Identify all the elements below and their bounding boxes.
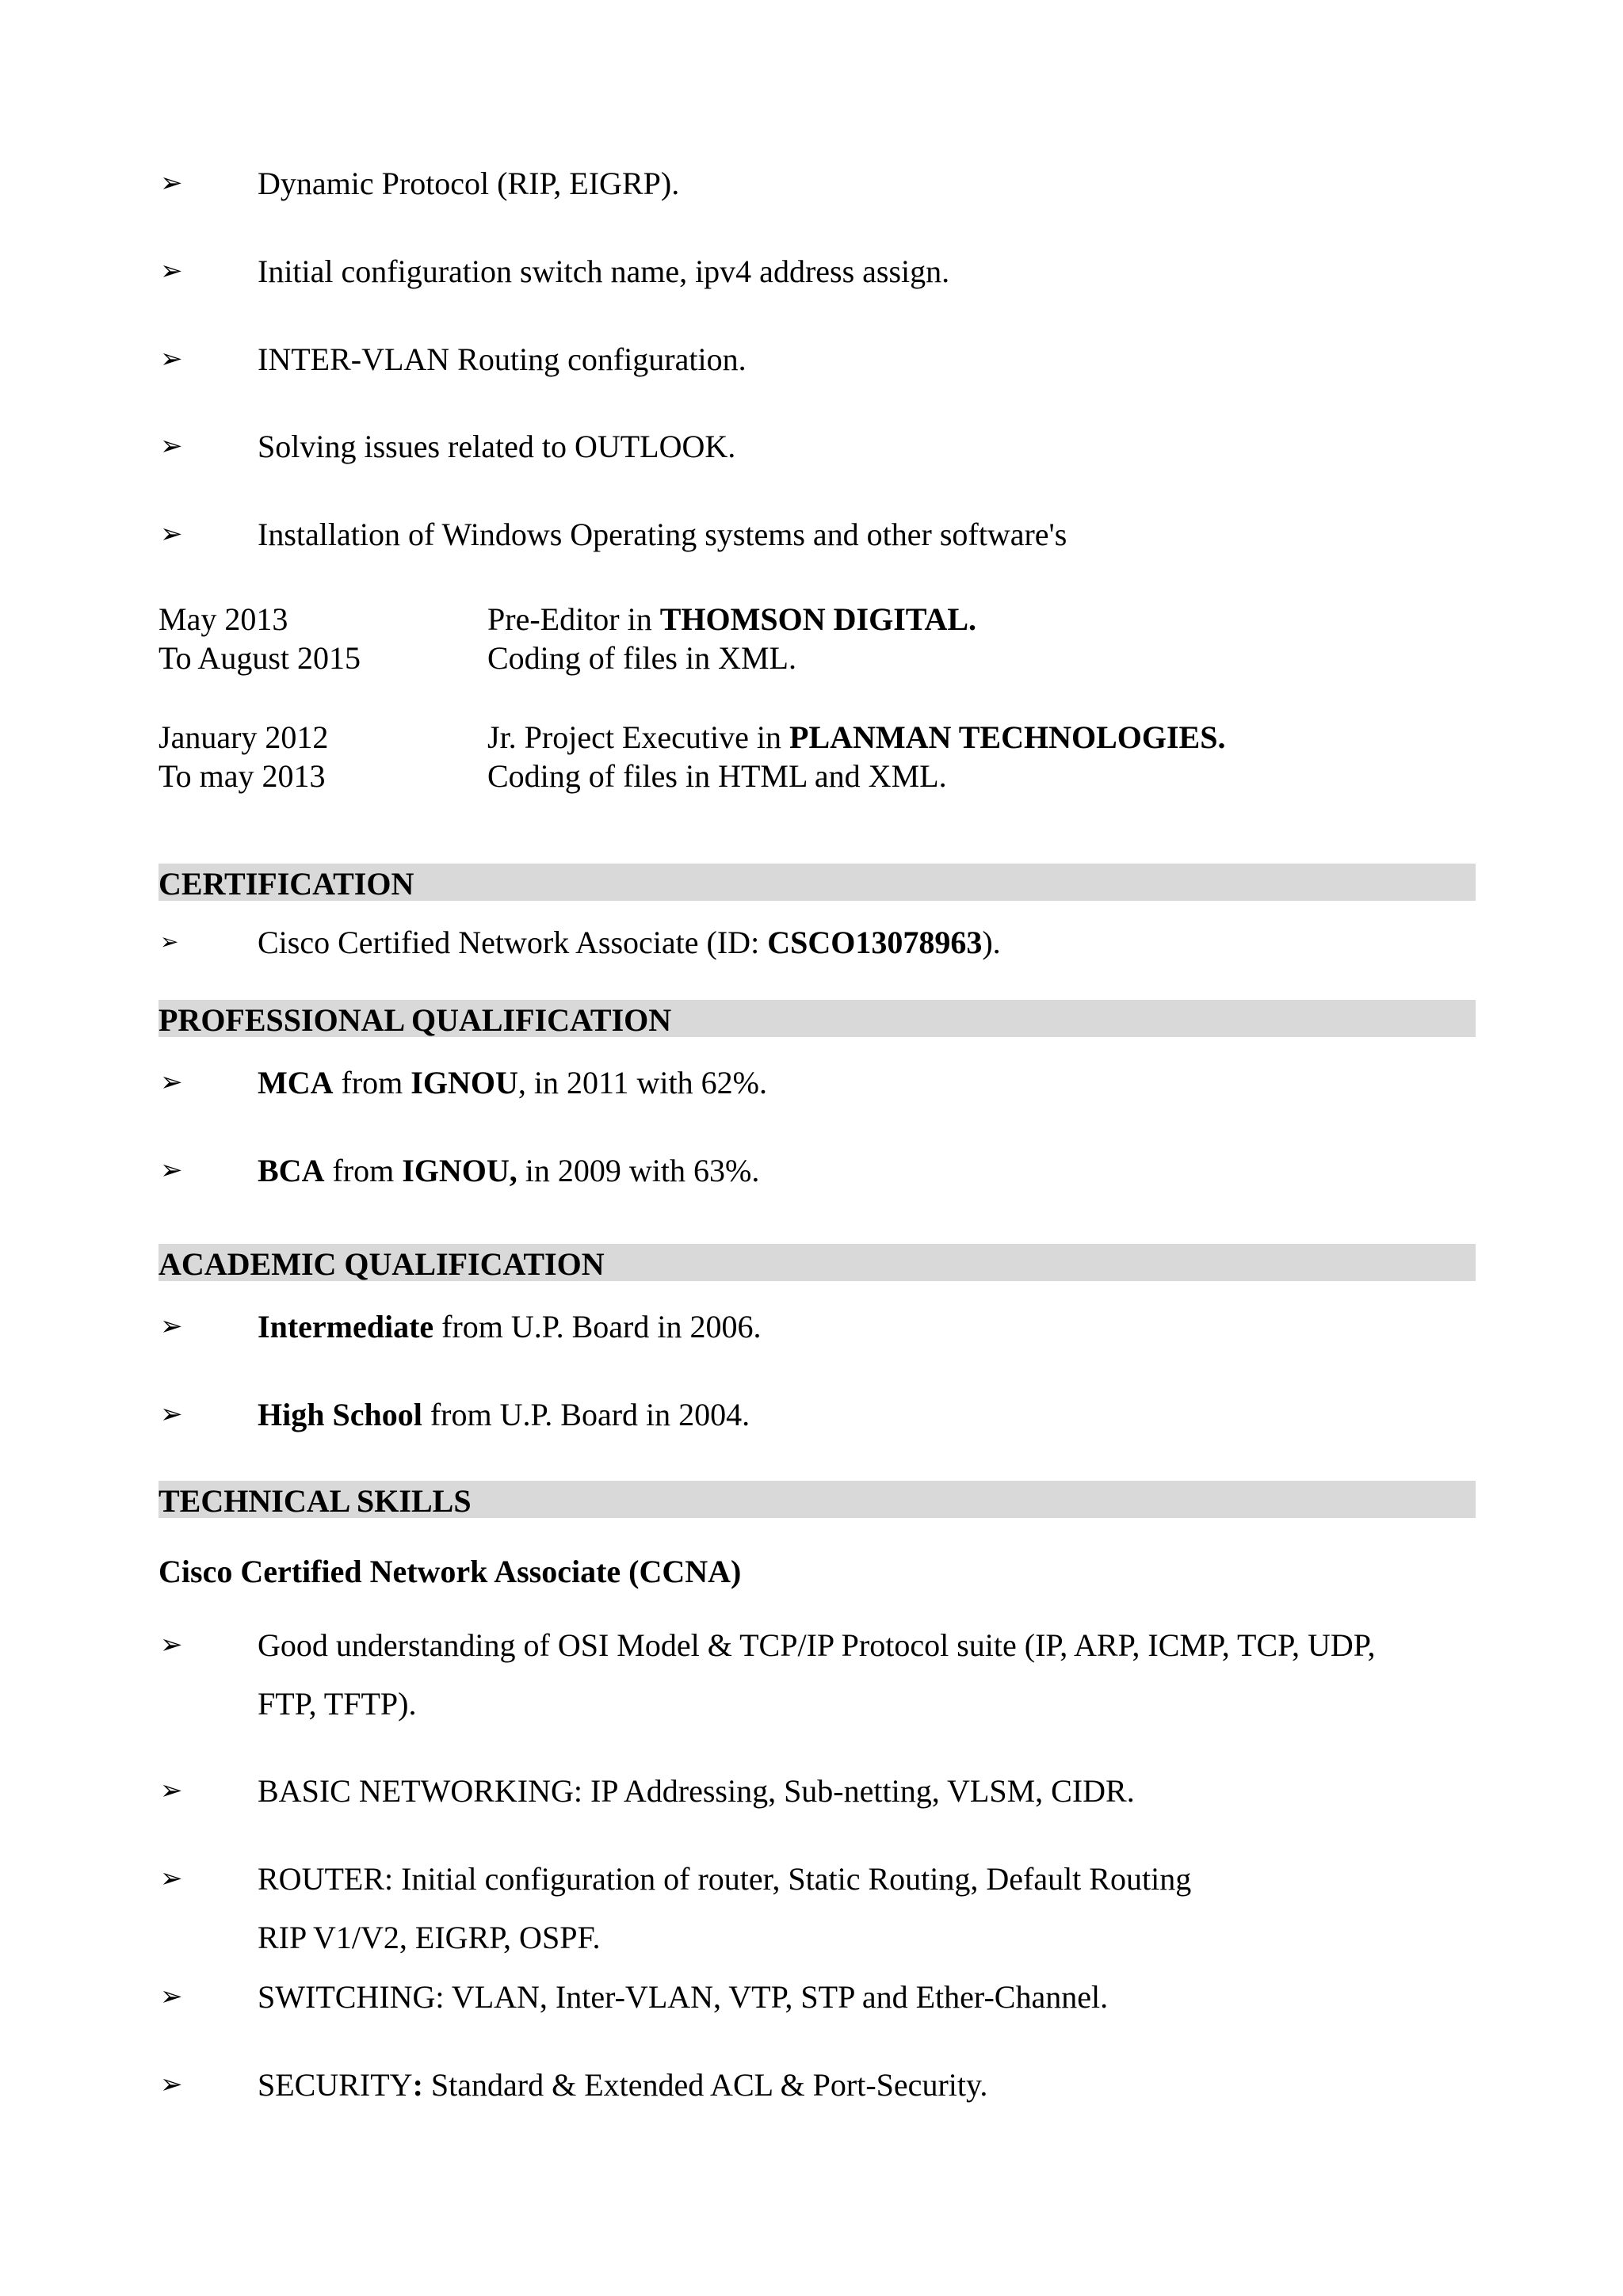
list-item-continuation: RIP V1/V2, EIGRP, OSPF. [258, 1920, 601, 1955]
security-colon: : [412, 2067, 423, 2103]
degree-name: BCA [258, 1153, 325, 1188]
cert-suffix: ). [982, 925, 1001, 960]
degree-connector: from [324, 1153, 403, 1188]
arrow-bullet-icon: ➢ [160, 430, 183, 462]
section-title: CERTIFICATION [158, 866, 414, 902]
list-item-text [258, 1152, 759, 1190]
degree-details: , in 2011 with 62%. [517, 1065, 767, 1100]
degree-name: MCA [258, 1065, 334, 1100]
experience-role-prefix: Jr. Project Executive in [487, 719, 790, 755]
arrow-bullet-icon: ➢ [160, 1154, 183, 1186]
list-item-text: Installation of Windows Operating systems and other software's [258, 517, 1067, 552]
cert-id: CSCO13078963 [767, 925, 983, 960]
professional-section-header [158, 1000, 1476, 1037]
degree-details: in 2009 with 63%. [517, 1153, 760, 1188]
list-item-text [258, 924, 1001, 962]
list-item-text: Dynamic Protocol (RIP, EIGRP). [258, 166, 680, 201]
cert-prefix: Cisco Certified Network Associate (ID: [258, 925, 768, 960]
experience-role [487, 719, 1225, 757]
arrow-bullet-icon: ➢ [160, 1398, 183, 1430]
list-item-text [258, 2066, 987, 2104]
list-item-text: Initial configuration switch name, ipv4 address assign. [258, 254, 950, 289]
experience-role [487, 601, 976, 639]
experience-detail: Coding of files in HTML and XML. [487, 758, 947, 794]
security-label: SECURITY [258, 2067, 413, 2103]
arrow-bullet-icon: ➢ [160, 1863, 183, 1894]
section-title: PROFESSIONAL QUALIFICATION [158, 1002, 672, 1038]
experience-role-prefix: Pre-Editor in [487, 601, 660, 637]
arrow-bullet-icon: ➢ [160, 167, 183, 199]
skills-subheading: Cisco Certified Network Associate (CCNA) [158, 1554, 742, 1589]
list-item-text: BASIC NETWORKING: IP Addressing, Sub-netting, VLSM, CIDR. [258, 1773, 1135, 1809]
list-item-text: Good understanding of OSI Model & TCP/IP Protocol suite (IP, ARP, ICMP, TCP, UDP, [258, 1627, 1376, 1663]
experience-company: PLANMAN TECHNOLOGIES. [789, 719, 1226, 755]
list-item-text: Solving issues related to OUTLOOK. [258, 429, 736, 464]
degree-connector: from [333, 1065, 411, 1100]
school-details: from U.P. Board in 2004. [422, 1397, 750, 1432]
experience-detail: Coding of files in XML. [487, 640, 796, 676]
experience-from-date: May 2013 [158, 601, 288, 637]
experience-to-date: To August 2015 [158, 640, 361, 676]
section-title: ACADEMIC QUALIFICATION [158, 1246, 605, 1282]
arrow-bullet-icon: ➢ [160, 1981, 183, 2012]
school-level: High School [258, 1397, 422, 1432]
arrow-bullet-icon: ➢ [160, 1775, 183, 1806]
experience-company: THOMSON DIGITAL. [659, 601, 977, 637]
list-item-text: SWITCHING: VLAN, Inter-VLAN, VTP, STP and Ether-Channel. [258, 1979, 1109, 2015]
arrow-bullet-icon: ➢ [160, 518, 183, 550]
institution-name: IGNOU, [402, 1153, 517, 1188]
school-details: from U.P. Board in 2006. [433, 1309, 762, 1344]
technical-section-header [158, 1481, 1476, 1518]
arrow-bullet-icon: ➢ [160, 1629, 183, 1661]
arrow-bullet-icon: ➢ [160, 1066, 183, 1098]
list-item-text [258, 1064, 767, 1102]
arrow-bullet-icon: ➢ [160, 255, 183, 287]
certification-section-header [158, 864, 1476, 901]
arrow-bullet-icon: ➢ [160, 2069, 183, 2100]
list-item-text: ROUTER: Initial configuration of router, Static Routing, Default Routing [258, 1861, 1192, 1897]
experience-to-date: To may 2013 [158, 758, 326, 794]
arrow-bullet-icon: ➢ [160, 1310, 183, 1342]
security-details: Standard & Extended ACL & Port-Security. [422, 2067, 988, 2103]
list-item-text: INTER-VLAN Routing configuration. [258, 341, 747, 377]
list-item-text [258, 1308, 761, 1346]
list-item-text [258, 1396, 750, 1434]
section-title: TECHNICAL SKILLS [158, 1483, 472, 1519]
arrow-bullet-icon: ➢ [160, 929, 179, 955]
arrow-bullet-icon: ➢ [160, 343, 183, 375]
institution-name: IGNOU [411, 1065, 518, 1100]
academic-section-header [158, 1244, 1476, 1281]
experience-from-date: January 2012 [158, 719, 329, 755]
list-item-continuation: FTP, TFTP). [258, 1686, 417, 1722]
school-level: Intermediate [258, 1309, 434, 1344]
